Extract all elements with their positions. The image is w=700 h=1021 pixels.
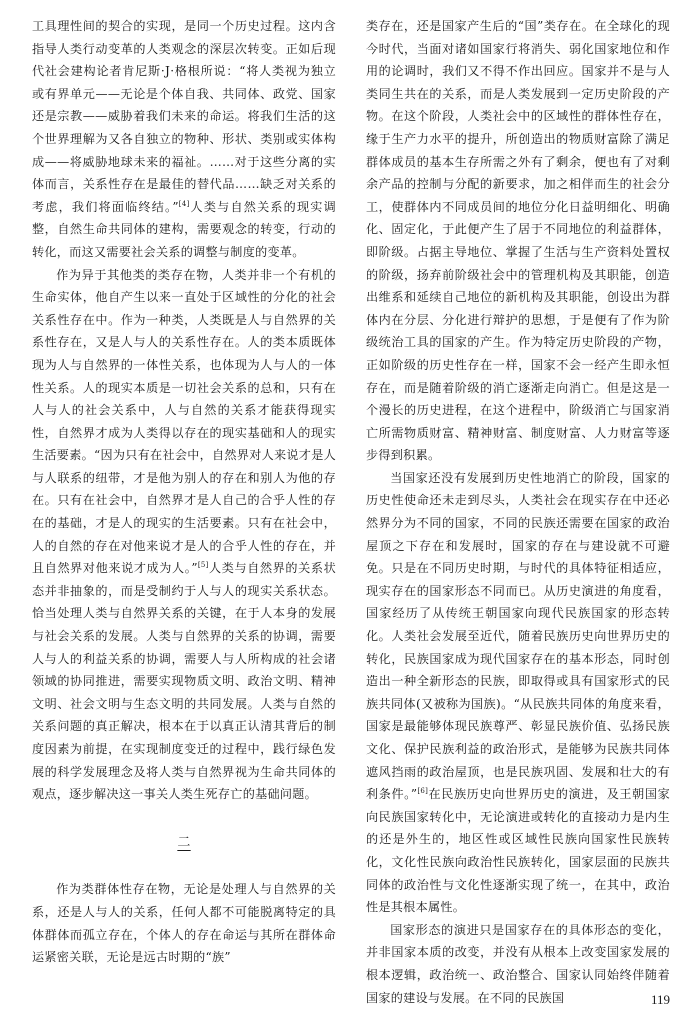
left-paragraph-3: 作为类群体性存在物，无论是处理人与自然界的关系，还是人与人的关系，任何人都不可能脱离特定的具体群体而孤立存在，个体人的存在命运与其所在群体命运紧密关联，无论是远古时期的“族” <box>32 882 336 965</box>
left-paragraph-2-text: 作为异于其他类的类存在物，人类并非一个有机的生命实体，他自产生以来一直处于区域性的分化的社会关系性存在中。作为一种类，人类既是人与自然界的关系性存在，又是人与人的关系性存在。人的类本质既体现为人与自然界的一体性关系，也体现为人与人的一体性关系。人的现实本质是一切社会关系的总和，只有在人与人的社会关系中，人与自然的关系才能获得现实性，自然界才成为人类得以存在的现实基础和人的现实生活要素。“因为只有在社会中，自然界对人来说才是人与人联系的纽带，才是他为别人的存在和别人为他的存在。只有在社会中，自然界才是人自己的合乎人性的存在的基础，才是人的现实的生活要素。只有在社会中，人的自然的存在对他来说才是人的合乎人性的存在，并且自然界对他来说才成为人。” <box>32 267 336 576</box>
left-paragraph-1-text: 工具理性间的契合的实现，是同一个历史过程。这内含指导人类行动变革的人类观念的深层次转变。正如后现代社会建构论者肯尼斯·J·格根所说：“将人类视为独立或有界单元——无论是个体自我、共同体、政党、国家还是宗教——威胁着我们未来的命运。将我们生活的这个世界理解为又各自独立的物种、形状、类别或实体构成——将威胁地球未来的福祉。……对于这些分离的实体而言，关系性存在是最佳的替代品……缺乏对关系的考虑，我们将面临终结。” <box>32 19 336 214</box>
citation-4: [4] <box>178 199 190 208</box>
right-paragraph-3: 国家形态的演进只是国家存在的具体形态的变化，并非国家本质的改变，并没有从根本上改变国家发展的根本逻辑，政治统一、政治整合、国家认同始终伴随着国家的建设与发展。在不同的民族国 <box>366 922 670 1005</box>
right-column <box>366 15 670 1009</box>
citation-5: [5] <box>197 561 209 570</box>
page-number: 119 <box>650 992 670 1007</box>
right-paragraph-2-tail: 在民族历史向世界历史的演进，及王朝国家向民族国家转化中，无论演进或转化的直接动力是内生的还是外生的，地区性或区域性民族向国家性民族转化，文化性民族向政治性民族转化，国家层面的民族共同体的政治性与文化性逐渐实现了统一，在其中，政治性是其根本属性。 <box>366 787 670 915</box>
left-column <box>32 15 336 969</box>
section-heading: 二 <box>177 834 191 850</box>
citation-6: [6] <box>417 787 429 796</box>
left-paragraph-2-tail: 人类与自然界的关系状态并非抽象的，而是受制约于人与人的现实关系状态。恰当处理人类与自然界关系的关键，在于人本身的发展与社会关系的发展。人类与自然界的关系的协调，需要人与人的利益关系的协调，需要人与人所构成的社会诸领域的协同推进，需要实现物质文明、政治文明、精神文明、社会文明与生态文明的共同发展。人类与自然的关系问题的真正解决，根本在于以真正认清其背后的制度因素为前提，在实现制度变迁的过程中，践行绿色发展的科学发展理念及将人类与自然界视为生命共同体的观点，逐步解决这一事关人类生死存亡的基础问题。 <box>32 561 336 802</box>
right-paragraph-2 <box>366 467 670 919</box>
left-paragraph-1-tail: 人类与自然关系的现实调整，自然生命共同体的建构，需要观念的转变，行动的转化，而这又需要社会关系的调整与制度的变革。 <box>32 199 336 259</box>
right-paragraph-1: 类存在，还是国家产生后的“国”类存在。在全球化的现今时代，当面对诸如国家行将消失、弱化国家地位和作用的论调时，我们又不得不作出回应。国家并不是与人类同生共在的关系，而是人类发展到一定历史阶段的产物。在这个阶段，人类社会中的区域性的群体性存在，缘于生产力水平的提升，所创造出的物质财富除了满足群体成员的基本生存所需之外有了剩余，便也有了对剩余产品的控制与分配的新要求，加之相伴而生的社会分工，使群体内不同成员间的地位分化日益明细化、明确化、固定化，于此便产生了居于不同地位的利益群体，即阶级。占据主导地位、掌握了生活与生产资料处置权的阶级，扬弃前阶级社会中的管理机构及其职能，创造出维系和延续自己地位的新机构及其职能，创设出为群体内在分层、分化进行辩护的思想，于是便有了作为阶级统治工具的国家的产生。作为特定历史阶段的产物，正如阶级的历史性存在一样，国家不会一经产生即永恒存在，而是随着阶级的消亡逐渐走向消亡。但是这是一个漫长的历史进程，在这个进程中，阶级消亡与国家消亡所需物质财富、精神财富、制度财富、人力财富等逐步得到积累。 <box>366 19 670 463</box>
right-paragraph-2-text: 当国家还没有发展到历史性地消亡的阶段，国家的历史性使命还未走到尽头，人类社会在现实存在中还必然界分为不同的国家，不同的民族还需要在国家的政治屋顶之下存在和发展时，国家的存在与建设就不可避免。只是在不同历史时期，与时代的具体特征相适应，现实存在的国家形态不同而已。从历史演进的角度看，国家经历了从传统王朝国家向现代民族国家的形态转化。人类社会发展至近代，随着民族历史向世界历史的转化，民族国家成为现代国家存在的基本形态，同时创造出一种全新形态的民族，即取得或具有国家形式的民族共同体(又被称为国族)。“从民族共同体的角度来看，国家是最能够体现民族尊严、彰显民族价值、弘扬民族文化、保护民族利益的政治形式，是能够为民族共同体遮风挡雨的政治屋顶，也是民族巩固、发展和壮大的有利条件。” <box>366 470 670 802</box>
left-paragraph-1 <box>32 15 336 264</box>
left-paragraph-2 <box>32 264 336 806</box>
